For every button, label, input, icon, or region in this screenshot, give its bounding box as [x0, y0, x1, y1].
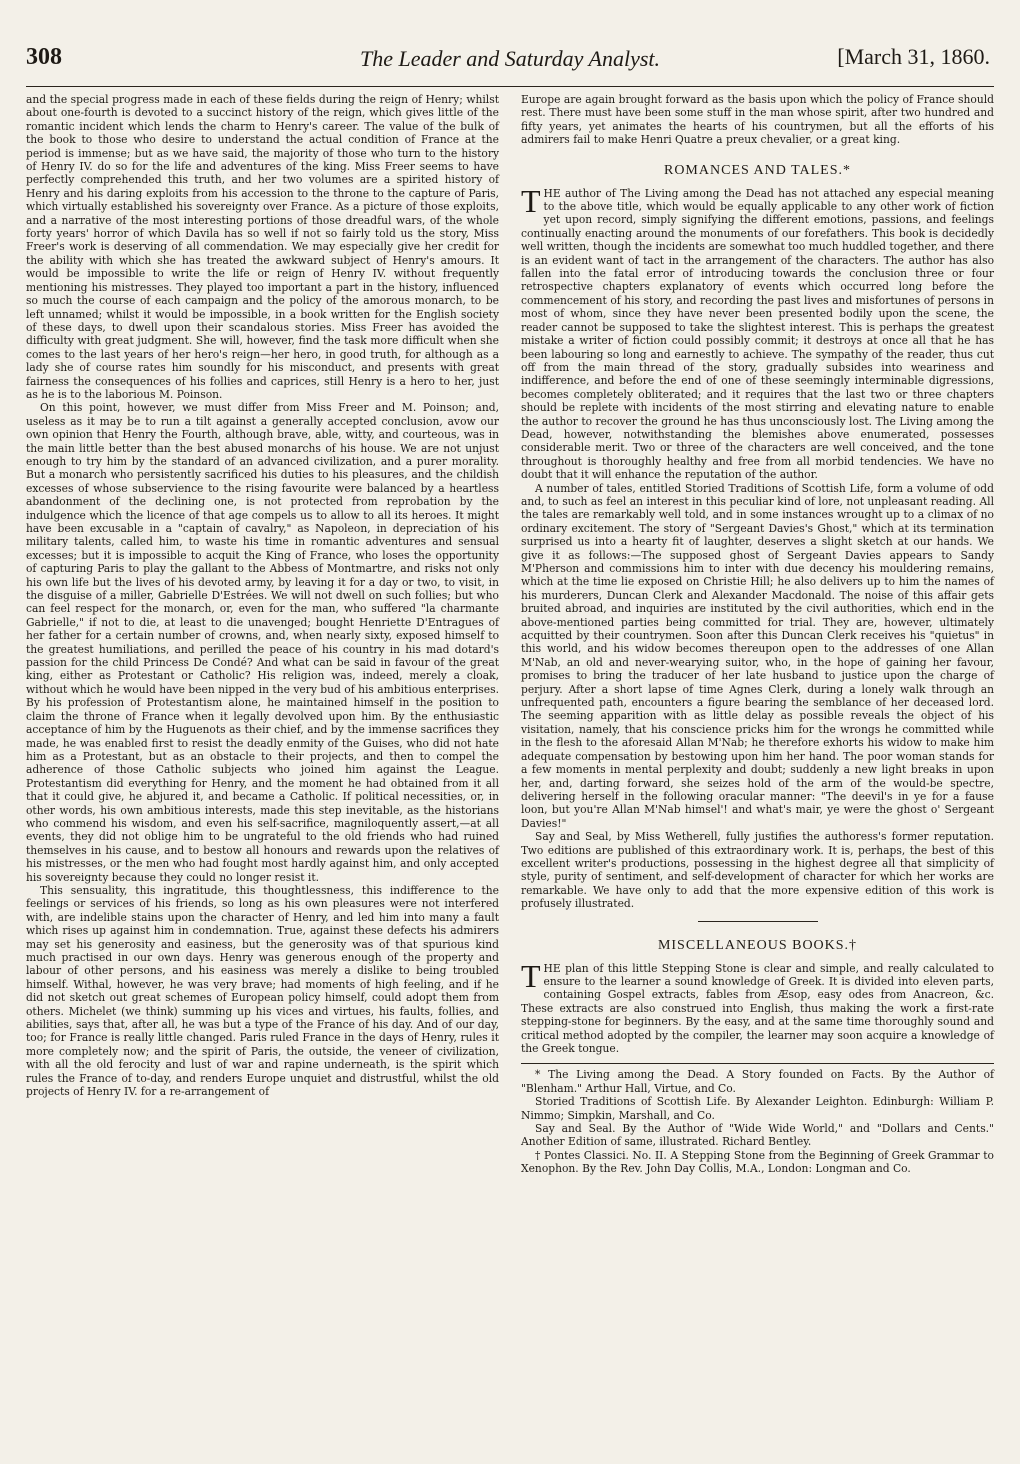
- right-column: [521, 93, 994, 1176]
- left-column: [26, 93, 499, 1176]
- drop-cap: T: [521, 957, 541, 994]
- article-paragraph: On this point, however, we must differ from Miss Freer and M. Poinson; and, useless as it may be to run a tilt against a generally accepted conclusion, avow our own opinion that Henry the Fourth, although brave, able, witty, and courteous, was in the main little better than the best abused monarchs of his house. We are not unjust enough to try him by the standard of an advanced civilization, and a purer morality. But a monarch who persistently sacrificed his duties to his pleasures, and the childish excesses of whose subservience to the rising favourite were balanced by a heartless abandonment of the declining one, is not protected from reprobation by the indulgence which the licence of that age compels us to allow to all its heroes. It might have been excusable in a "captain of cavalry," as Napoleon, in depreciation of his military talents, called him, to waste his time in romantic adventures and sensual excesses; but it is impossible to acquit the King of France, who loses the opportunity of capturing Paris to play the gallant to the Abbess of Montmartre, and risks not only his own life but the lives of his devoted army, by leaving it for a day or two, to visit, in the disguise of a miller, Gabrielle D'Estrées. We will not dwell on such follies; but who can feel respect for the monarch, or, even for the man, who suffered "la charmante Gabrielle," if not to die, at least to die unavenged; bought Henriette D'Entragues of her father for a certain number of crowns, and, when nearly sixty, exposed himself to the greatest humiliations, and perilled the peace of his country in his mad dotard's passion for the child Princess De Condé? And what can be said in favour of the great king, either as Protestant or Catholic? His religion was, indeed, merely a cloak, without which he would have been nipped in the very bud of his ambitious enterprises. By his profession of Protestantism alone, he maintained himself in the position to claim the throne of France when it legally devolved upon him. By the enthusiastic acceptance of him by the Huguenots as their chief, and by the immense sacrifices they made, he was enabled first to resist the deadly enmity of the Guises, who did not hate him as a Protestant, but as an obstacle to their projects, and then to compel the adherence of those Catholic subjects who joined him against the League. Protestantism did everything for Henry, and the moment he had obtained from it all that it could give, he abjured it, and became a Catholic. If political necessities, or, in other words, his own ambitious interests, made this step inevitable, as the historians who commend his wisdom, and even his self-sacrifice, magniloquently assert,—at all events, they did not oblige him to be ungrateful to the old friends who had ruined themselves in his cause, and to bestow all honours and rewards upon the relatives of his mistresses, or the men who had fought most hardly against him, and only accepted his sovereignty because they could no longer resist it.: [26, 401, 499, 884]
- article-paragraph: and the special progress made in each of these fields during the reign of Henry; whilst about one-fourth is devoted to a succinct history of the reign, which gives little of the romantic incident which lends the charm to Henry's career. The value of the bulk of the book to those who desire to understand the actual condition of France at the period is immense; but as we have said, the majority of those who turn to the history of Henry IV. do so for the life and adventures of the king. Miss Freer seems to have perfectly comprehended this truth, and her two volumes are a spirited history of Henry and his daring exploits from his accession to the throne to the capture of Paris, which virtually established his sovereignty over France. As a picture of those exploits, and a narrative of the most interesting portions of those dreadful wars, of the whole forty years' horror of which Davila has so well if not so fairly told us the story, Miss Freer's work is deserving of all commendation. We may especially give her credit for the ability with which she has treated the awkward subject of Henry's amours. It would be impossible to write the life or reign of Henry IV. without frequently mentioning his mistresses. They played too important a part in the history, influenced so much the course of each campaign and the policy of the amorous monarch, to be left unnamed; whilst it would be impossible, in a book written for the English society of these days, to dwell upon their scandalous stories. Miss Freer has avoided the difficulty with great judgment. She will, however, find the task more difficult when she comes to the last years of her hero's reign—her hero, in good truth, for although as a lady she of course rates him soundly for his misconduct, and presents with great fairness the consequences of his follies and caprices, still Henry is a hero to her, just as he is to the laborious M. Poinson.: [26, 93, 499, 401]
- footnote: Say and Seal. By the Author of "Wide Wide World," and "Dollars and Cents." Another Edition of same, illustrated. Richard Bentley.: [521, 1122, 994, 1149]
- section-title-misc: MISCELLANEOUS BOOKS.†: [657, 937, 858, 953]
- article-paragraph: This sensuality, this ingratitude, this thoughtlessness, this indifference to the feelings or services of his friends, so long as his own pleasures were not interfered with, are indelible stains upon the character of Henry, and led him into many a fault which rises up against him in condemnation. True, against these defects his admirers may set his generosity and easiness, but the generosity was of that spurious kind much practised in our own days. Henry was generous enough of the property and labour of other persons, and his easiness was merely a dislike to being troubled himself. Withal, however, he was very brave; had moments of high feeling, and if he did not sketch out great schemes of European policy himself, could adopt them from others. Michelet (we think) summing up his vices and virtues, his faults, follies, and abilities, says that, after all, he was but a type of the France of his day. And of our day, too; for France is really little changed. Paris ruled France in the days of Henry, rules it more completely now; and the spirit of Paris, the outside, the veneer of civilization, with all the old ferocity and lust of war and rapine underneath, is the spirit which rules the France of to-day, and renders Europe unquiet and distrustful, whilst the old projects of Henry IV. for a re-arrangement of: [26, 883, 499, 1099]
- misc-paragraph: THE plan of this little Stepping Stone is clear and simple, and really calculated to ensure to the learner a sound knowledge of Greek. It is divided into eleven parts, containing Gospel extracts, fables from Æsop, easy odes from Anacreon, &c. These extracts are also construed into English, thus making the work a first-rate stepping-stone for beginners. By the easy, and at the same time thoroughly sound and critical method adopted by the compiler, the learner may soon acquire a knowledge of the Greek tongue.: [521, 957, 994, 1055]
- issue-date: [March 31, 1860.: [837, 44, 990, 69]
- publication-title: The Leader and Saturday Analyst.: [359, 46, 661, 71]
- footnote: Storied Traditions of Scottish Life. By Alexander Leighton. Edinburgh: William P. Nimmo; Simpkin, Marshall, and Co.: [521, 1095, 994, 1122]
- section-title-romances: ROMANCES AND TALES.*: [663, 162, 852, 178]
- footnote: † Pontes Classici. No. II. A Stepping Stone from the Beginning of Greek Grammar to Xenophon. By the Rev. John Day Collis, M.A., London: Longman and Co.: [521, 1148, 994, 1176]
- columns: [26, 93, 994, 1176]
- page-header: [26, 40, 994, 80]
- footnote: * The Living among the Dead. A Story founded on Facts. By the Author of "Blenham." Arthur Hall, Virtue, and Co.: [521, 1068, 994, 1095]
- page-number: 308: [26, 44, 62, 70]
- header-rule: [26, 86, 994, 87]
- drop-cap: T: [521, 182, 541, 219]
- romances-paragraph: THE author of The Living among the Dead has not attached any especial meaning to the above title, which would be equally applicable to any other work of fiction yet upon record, simply signifying the different emotions, passions, and feelings continually enacting around the monuments of our forefathers. This book is decidedly well written, though the incidents are somewhat too much huddled together, and there is an evident want of tact in the arrangement of the characters. The author has also fallen into the fatal error of introducing towards the conclusion three or four retrospective chapters explanatory of events which occurred long before the commencement of his story, and recording the past lives and misfortunes of persons in most of whom, since they have never been presented bodily upon the scene, the reader cannot be supposed to take the slightest interest. This is perhaps the greatest mistake a writer of fiction could possibly commit; it destroys at once all that he has been labouring so long and earnestly to achieve. The sympathy of the reader, thus cut off from the main thread of the story, gradually subsides into weariness and indifference, and before the end of one of these seemingly interminable digressions, becomes completely obliterated; and it requires that the last two or three chapters should be replete with incidents of the most stirring and elevating nature to enable the author to recover the ground he has thus unconsciously lost. The Living among the Dead, however, notwithstanding the blemishes above enumerated, possesses considerable merit. Two or three of the characters are well conceived, and the tone throughout is thoroughly healthy and free from all morbid tendencies. We have no doubt that it will enhance the reputation of the author.: [521, 182, 994, 482]
- footnote-rule: [521, 1063, 994, 1064]
- romances-paragraph: Say and Seal, by Miss Wetherell, fully justifies the authoress's former reputation. Two editions are published of this extraordinary work. It is, perhaps, the best of this excellent writer's productions, possessing in the highest degree all that simplicity of style, purity of sentiment, and self-development of character for which her works are remarkable. We have only to add that the more expensive edition of this work is profusely illustrated.: [521, 830, 994, 911]
- article-continuation: Europe are again brought forward as the basis upon which the policy of France should rest. There must have been some stuff in the man whose spirit, after two hundred and fifty years, yet animates the hearts of his countrymen, but all the efforts of his admirers fail to make Henri Quatre a preux chevalier, or a great king.: [521, 93, 994, 147]
- romances-paragraph: A number of tales, entitled Storied Traditions of Scottish Life, form a volume of odd and, to such as feel an interest in this peculiar kind of lore, not unpleasant reading. All the tales are remarkably well told, and in some instances wrought up to a climax of no ordinary excitement. The story of "Sergeant Davies's Ghost," which at its termination surprised us into a hearty fit of laughter, deserves a slight sketch at our hands. We give it as follows:—The supposed ghost of Sergeant Davies appears to Sandy M'Pherson and commissions him to inter with due decency his mouldering remains, which at the time lie exposed on Christie Hill; he also delivers up to him the names of his murderers, Duncan Clerk and Alexander Macdonald. The noise of this affair gets bruited abroad, and inquiries are instituted by the civil authorities, which end in the above-mentioned parties being committed for trial. They are, however, ultimately acquitted by their countrymen. Soon after this Duncan Clerk receives his "quietus" in this world, and his widow becomes thereupon open to the addresses of one Allan M'Nab, an old and never-wearying suitor, who, in the hope of gaining her favour, promises to bring the traducer of her late husband to justice upon the charge of perjury. After a short lapse of time Agnes Clerk, during a lonely walk through an unfrequented path, encounters a figure bearing the semblance of her deceased lord. The seeming apparition with as little delay as possible reveals the object of his visitation, namely, that his conscience pricks him for the wrongs he committed while in the flesh to the aforesaid Allan M'Nab; he therefore exhorts his widow to make him adequate compensation by bestowing upon him her hand. The poor woman stands for a few moments in mental perplexity and doubt; suddenly a new light breaks in upon her, and, darting forward, she seizes hold of the arm of the would-be spectre, delivering herself in the following oracular manner: "The deevil's in ye for a fause loon, but you're Allan M'Nab himsel'! and what's mair, ye were the ghost o' Sergeant Davies!": [521, 481, 994, 830]
- section-divider: [698, 921, 818, 922]
